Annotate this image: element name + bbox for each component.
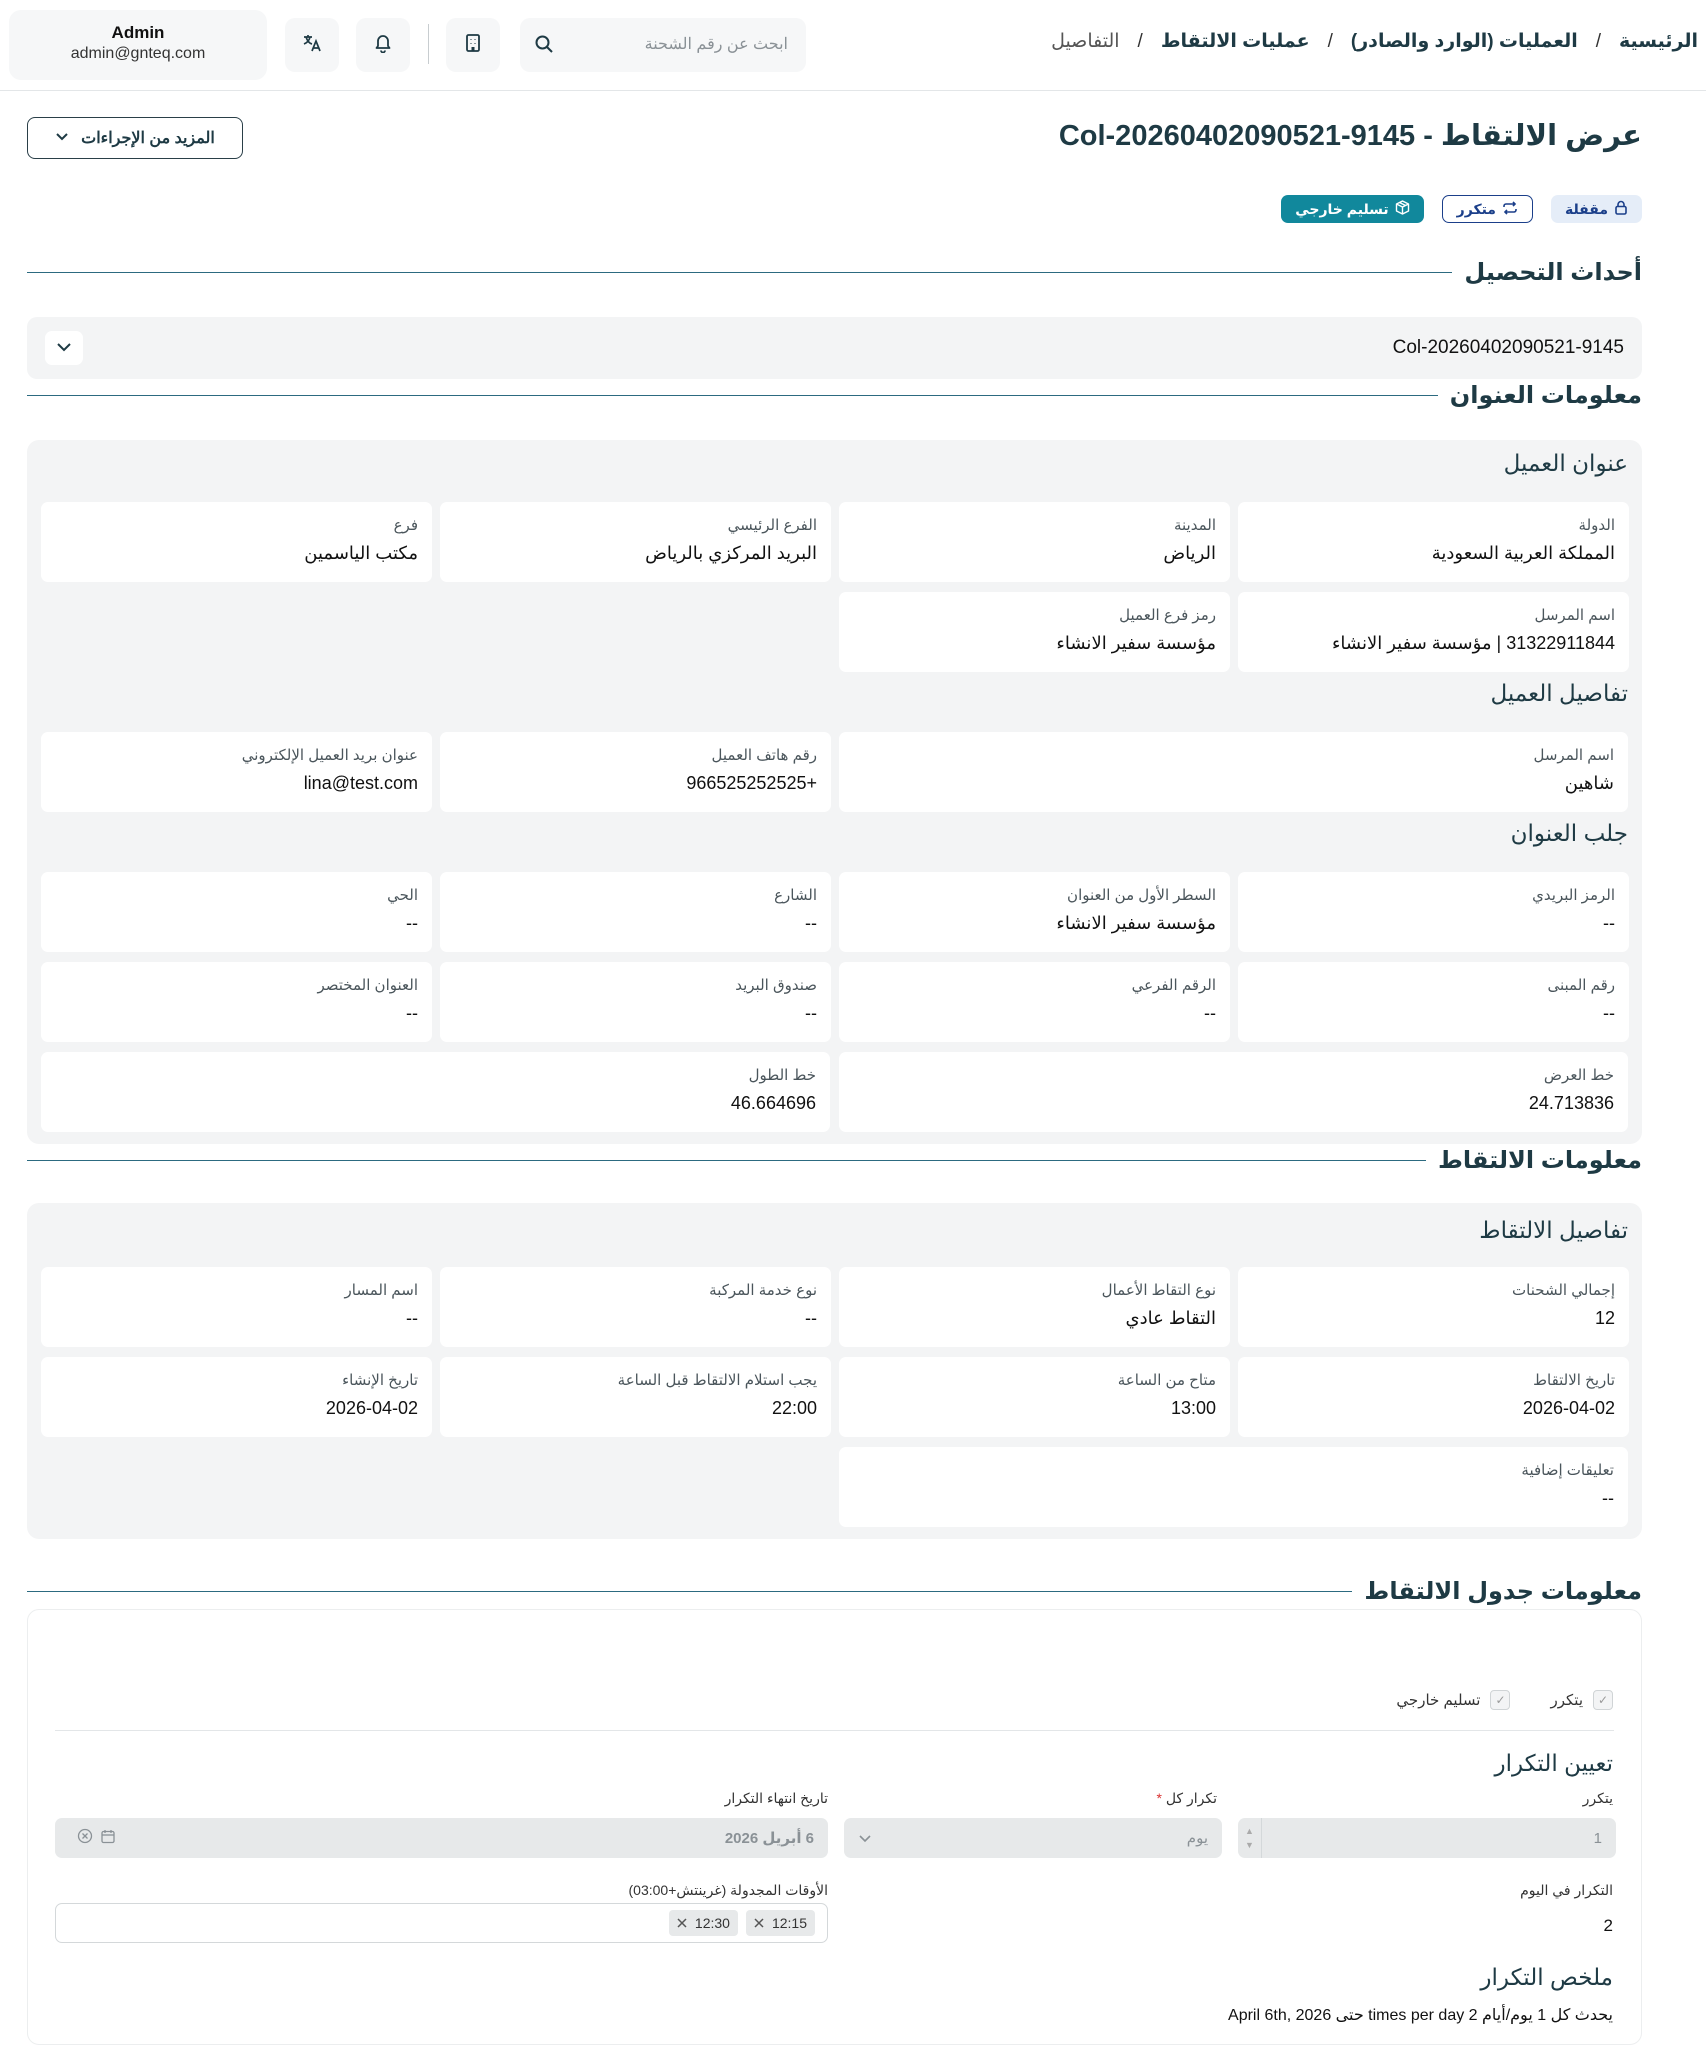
chevron-down-icon	[55, 129, 69, 147]
field-value: --	[805, 1308, 817, 1328]
building-icon	[464, 33, 482, 58]
scheduled-times-input[interactable]	[55, 1903, 828, 1943]
field-label: اسم المسار	[344, 1282, 418, 1299]
section-divider	[27, 272, 1452, 273]
time-chip-label: 12:15	[771, 1915, 807, 1931]
chevron-down-icon	[858, 1830, 872, 1847]
repeats-stepper[interactable]	[1238, 1818, 1616, 1858]
external-delivery-checkbox[interactable]	[1396, 1690, 1510, 1710]
field-label: عنوان بريد العميل الإلكتروني	[241, 747, 418, 764]
schedule-checkboxes	[1396, 1690, 1613, 1710]
field-label: الشارع	[774, 887, 817, 904]
field-value: مؤسسة سفير الانشاء	[1056, 913, 1216, 933]
required-marker: *	[1156, 1790, 1162, 1806]
address-panel	[27, 440, 1642, 1144]
customer-branch-code-field	[839, 592, 1230, 672]
field-label: متاح من الساعة	[1117, 1372, 1216, 1389]
recurring-badge	[1442, 195, 1533, 223]
user-card[interactable]	[9, 10, 267, 80]
lock-icon	[1614, 200, 1628, 218]
breadcrumb-separator: /	[1595, 30, 1602, 52]
events-section-heading	[27, 255, 1642, 289]
pickup-before-field	[440, 1357, 831, 1437]
stepper-arrows-icon[interactable]: ▲ ▼	[1238, 1818, 1262, 1858]
field-label: اسم المرسل	[1534, 607, 1615, 624]
repeats-value: 1	[1593, 1829, 1602, 1847]
translate-icon	[302, 33, 322, 58]
schedule-section-heading	[27, 1574, 1642, 1608]
field-value: 2026-04-02	[325, 1398, 418, 1418]
repeat-icon	[1502, 201, 1518, 218]
events-section-title: أحداث التحصيل	[1464, 258, 1642, 286]
external-delivery-checkbox-label: تسليم خارجي	[1396, 1692, 1481, 1709]
field-value: البريد المركزي بالرياض	[645, 543, 817, 563]
city-field	[839, 502, 1230, 582]
field-label: خط العرض	[1543, 1067, 1614, 1084]
business-pickup-type-field	[839, 1267, 1230, 1347]
more-actions-button[interactable]	[27, 117, 243, 159]
bell-icon	[374, 33, 392, 58]
search-input[interactable]	[538, 36, 788, 54]
address-section-title: معلومات العنوان	[1449, 381, 1642, 409]
field-value: 13:00	[1170, 1398, 1216, 1418]
additional-comments-field	[839, 1447, 1628, 1527]
breadcrumb-current: التفاصيل	[1051, 31, 1120, 52]
set-recurrence-title: تعيين التكرار	[1494, 1750, 1613, 1776]
route-name-field	[41, 1267, 432, 1347]
field-value: +966525252525	[686, 773, 817, 793]
field-value: 46.664696	[730, 1093, 816, 1113]
latitude-field	[839, 1052, 1628, 1132]
pickup-details-title: تفاصيل الالتقاط	[1479, 1217, 1628, 1243]
language-button[interactable]	[285, 18, 339, 72]
breadcrumb-separator: /	[1327, 30, 1333, 52]
check-icon: ✓	[1593, 1690, 1613, 1710]
time-chip	[746, 1910, 815, 1936]
pickup-panel	[27, 1203, 1642, 1539]
notifications-button[interactable]	[356, 18, 410, 72]
repeat-every-label-text: تكرار كل	[1165, 1790, 1217, 1806]
field-value: 12	[1594, 1308, 1615, 1328]
accordion-toggle[interactable]	[45, 331, 83, 365]
breadcrumb	[1051, 30, 1698, 53]
field-label: اسم المرسل	[1533, 747, 1614, 764]
address-line1-field	[839, 872, 1230, 952]
sender-name-field	[1238, 592, 1629, 672]
field-label: الفرع الرئيسي	[727, 517, 817, 534]
address-section-heading	[27, 378, 1642, 412]
field-label: فرع	[393, 517, 418, 534]
search-icon[interactable]	[534, 34, 554, 59]
customer-sender-field	[839, 732, 1628, 812]
locked-label: مقفلة	[1564, 200, 1608, 217]
field-value: المملكة العربية السعودية	[1431, 543, 1615, 563]
repeats-label: يتكرر	[1582, 1790, 1613, 1806]
field-label: نوع التقاط الأعمال	[1101, 1282, 1216, 1299]
section-divider	[27, 395, 1438, 396]
event-id: Col-20260402090521-9145	[1392, 337, 1624, 358]
recurrence-summary-title: ملخص التكرار	[1480, 1964, 1613, 1990]
package-icon	[1395, 200, 1410, 218]
breadcrumb-operations[interactable]: العمليات (الوارد والصادر)	[1350, 31, 1578, 52]
field-label: إجمالي الشحنات	[1512, 1282, 1615, 1299]
postal-code-field	[1238, 872, 1629, 952]
field-label: رقم هاتف العميل	[711, 747, 817, 764]
field-label: تعليقات إضافية	[1521, 1462, 1614, 1479]
field-value: --	[805, 1003, 817, 1023]
calendar-icon	[101, 1829, 115, 1848]
external-delivery-badge	[1281, 195, 1423, 223]
total-shipments-field	[1238, 1267, 1629, 1347]
breadcrumb-separator: /	[1137, 30, 1143, 52]
field-value: الرياض	[1163, 543, 1216, 563]
time-chip-label: 12:30	[694, 1915, 730, 1931]
field-label: يجب استلام الالتقاط قبل الساعة	[617, 1372, 817, 1389]
field-value: --	[406, 913, 418, 933]
field-label: الرقم الفرعي	[1131, 977, 1216, 994]
branch-field	[41, 502, 432, 582]
field-label: خط الطول	[748, 1067, 816, 1084]
breadcrumb-pickups[interactable]: عمليات الالتقاط	[1160, 31, 1310, 52]
recurrence-summary-text: يحدث كل 1 يوم/أيام 2 times per day حتى April 6th, 2026	[1228, 2007, 1613, 2024]
user-email: admin@gnteq.com	[70, 45, 206, 62]
divider	[55, 1730, 1614, 1731]
close-icon[interactable]	[754, 1915, 764, 1931]
field-label: تاريخ الالتقاط	[1533, 1372, 1615, 1389]
external-delivery-label: تسليم خارجي	[1295, 200, 1389, 217]
field-value: --	[1603, 913, 1615, 933]
pickup-date-field	[1238, 1357, 1629, 1437]
field-value: lina@test.com	[303, 773, 418, 793]
vehicle-service-type-field	[440, 1267, 831, 1347]
field-value: مكتب الياسمين	[304, 543, 418, 563]
longitude-field	[41, 1052, 830, 1132]
street-field	[440, 872, 831, 952]
building-number-field	[1238, 962, 1629, 1042]
field-label: السطر الأول من العنوان	[1067, 887, 1216, 904]
field-value: 31322911844 | مؤسسة سفير الانشاء	[1331, 633, 1615, 653]
field-label: نوع خدمة المركبة	[709, 1282, 817, 1299]
repeat-every-value: يوم	[1186, 1830, 1208, 1847]
customer-details-title: تفاصيل العميل	[1490, 680, 1628, 706]
available-from-field	[839, 1357, 1230, 1437]
created-date-field	[41, 1357, 432, 1437]
field-label: الرمز البريدي	[1532, 887, 1615, 904]
field-label: رقم المبنى	[1547, 977, 1615, 994]
field-value: 2026-04-02	[1522, 1398, 1615, 1418]
field-label: العنوان المختصر	[317, 977, 418, 994]
po-box-field	[440, 962, 831, 1042]
close-icon[interactable]	[677, 1915, 687, 1931]
end-date-label: تاريخ انتهاء التكرار	[724, 1790, 828, 1806]
field-label: الحي	[387, 887, 418, 904]
status-tags	[1281, 195, 1642, 223]
customer-address-title: عنوان العميل	[1503, 450, 1628, 476]
pickup-section-heading	[27, 1143, 1642, 1177]
field-value: --	[1602, 1488, 1614, 1508]
recurring-label: متكرر	[1456, 200, 1496, 217]
top-bar	[0, 0, 1706, 91]
more-actions-label: المزيد من الإجراءات	[81, 130, 215, 147]
locked-badge	[1551, 195, 1642, 223]
customer-email-field	[41, 732, 432, 812]
building-button[interactable]	[446, 18, 500, 72]
field-value: 22:00	[771, 1398, 817, 1418]
customer-phone-field	[440, 732, 831, 812]
recurring-checkbox-label: يتكرر	[1550, 1692, 1583, 1709]
field-value: 24.713836	[1528, 1093, 1614, 1113]
chevron-down-icon	[56, 339, 72, 357]
field-value: --	[406, 1003, 418, 1023]
field-value: --	[406, 1308, 418, 1328]
clear-icon[interactable]	[77, 1828, 93, 1848]
repeat-every-select[interactable]	[844, 1818, 1222, 1858]
scheduled-times-label: الأوقات المجدولة (غرينتش+03:00)	[628, 1882, 828, 1898]
end-date-value: 6 أبريل 2026	[724, 1830, 814, 1847]
toolbar-divider	[428, 24, 429, 64]
field-value: --	[1603, 1003, 1615, 1023]
field-label: المدينة	[1173, 517, 1216, 534]
check-icon: ✓	[1490, 1690, 1510, 1710]
field-label: رمز فرع العميل	[1119, 607, 1216, 624]
per-day-label: التكرار في اليوم	[1520, 1882, 1613, 1898]
pickup-section-title: معلومات الالتقاط	[1437, 1146, 1642, 1174]
field-value: التقاط عادي	[1125, 1308, 1216, 1328]
field-label: صندوق البريد	[735, 977, 817, 994]
section-divider	[27, 1591, 1352, 1592]
repeat-every-label	[1156, 1790, 1217, 1807]
page-title: عرض الالتقاط - Col-20260402090521-9145	[1058, 120, 1642, 152]
fetch-address-title: جلب العنوان	[1510, 820, 1628, 846]
field-value: شاهين	[1564, 773, 1614, 793]
main-branch-field	[440, 502, 831, 582]
country-field	[1238, 502, 1629, 582]
section-divider	[27, 1160, 1426, 1161]
district-field	[41, 872, 432, 952]
event-accordion[interactable]	[27, 317, 1642, 379]
field-value: مؤسسة سفير الانشاء	[1056, 633, 1216, 653]
sub-number-field	[839, 962, 1230, 1042]
end-date-input[interactable]	[55, 1818, 828, 1858]
field-value: --	[1204, 1003, 1216, 1023]
recurring-checkbox[interactable]	[1550, 1690, 1613, 1710]
field-label: تاريخ الإنشاء	[342, 1372, 418, 1389]
shipment-search	[520, 18, 806, 72]
user-name: Admin	[111, 23, 165, 42]
field-label: الدولة	[1578, 517, 1615, 534]
short-address-field	[41, 962, 432, 1042]
schedule-section-title: معلومات جدول الالتقاط	[1364, 1577, 1642, 1605]
field-value: --	[805, 913, 817, 933]
schedule-panel	[27, 1609, 1642, 2045]
time-chip	[669, 1910, 738, 1936]
per-day-value: 2	[1603, 1916, 1613, 1935]
breadcrumb-home[interactable]: الرئيسية	[1619, 31, 1698, 52]
